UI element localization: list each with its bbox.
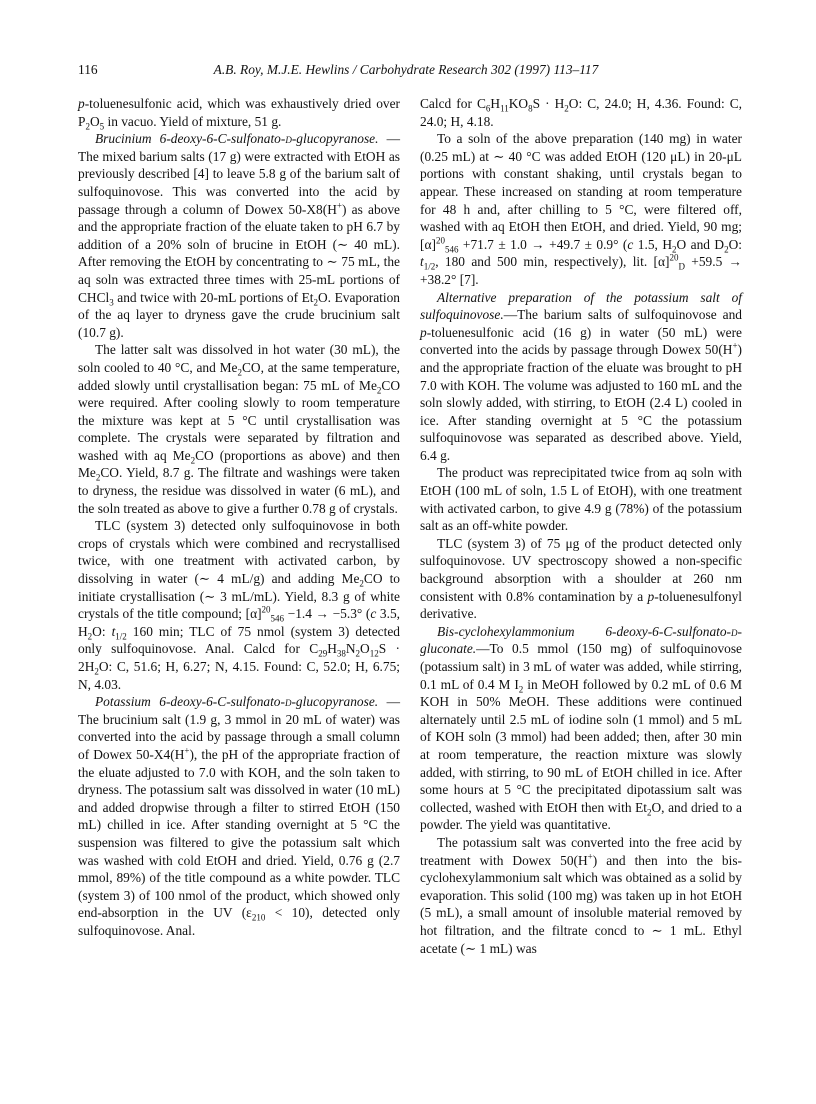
paragraph: The product was reprecipitated twice from aq soln with EtOH (100 mL of soln, 1.5 L of EtOH), with one treatment with activated carbon, to give 4.9 g (78%) of the potassium salt as an off-white powder. <box>420 465 742 534</box>
left-column <box>78 95 400 940</box>
paragraph: To a soln of the above preparation (140 mg) in water (0.25 mL) at ∼ 40 °C was added EtOH (120 μL) in 20-μL portions with constant shaking, until crystals began to appear. These increased on standing at room temperature for 48 h and, after chilling to 5 °C, were filtered off, washed with aq EtOH then EtOH, and dried. Yield, 90 mg; $[\alpha]^{20}_{546} +71.7 \pm 1.0 \to +49.7 \pm 0.9^\circ$ (c 1.5, $H_2O$ and $D_2O$: $t_{1/2}$, 180 and 500 min, respectively), lit. $[\alpha]^{20}_D +59.5 \to +38.2^\circ$ [7]. <box>420 131 743 287</box>
paragraph: The potassium salt was converted into the free acid by treatment with Dowex 50(H+) and then into the bis-cyclohexylammonium salt which was obtained as a solid by evaporation. This solid (100 mg) was taken up in hot EtOH (5 mL), a small amount of insoluble material removed by hot filtration, and the filtrate concd to ∼ 1 mL. Ethyl acetate (∼ 1 mL) was <box>420 834 742 956</box>
running-head: A.B. Roy, M.J.E. Hewlins / Carbohydrate Research 302 (1997) 113–117 <box>213 62 599 77</box>
paragraph: TLC (system 3) detected only sulfoquinovose in both crops of crystals which were combined and recrystallised twice, with one treatment with activated carbon, by dissolving in water (∼ 4 mL/g) and adding $Me_2CO$ to initiate crystallisation (∼ 3 mL/mL). Yield, 8.3 g of white crystals of the title compound; $[\alpha]^{20}_{546} -1.4 \to -5.3^\circ$ (c 3.5, $H_2O$: $t_{1/2}$ 160 min; TLC of 75 nmol (system 3) detected only sulfoquinovose. Anal. Calcd for $C_{29}H_{38}N_2O_{12}S \cdot 2H_2O$: C, 51.6; H, 6.27; N, 4.15. Found: C, 52.0; H, 6.75; N, 4.03. <box>78 518 400 692</box>
paragraph-continuation: Calcd for $C_6H_{11}KO_8S \cdot H_2O$: C, 24.0; H, 4.36. Found: C, 24.0; H, 4.18. <box>420 96 742 129</box>
paragraph-continuation: p-toluenesulfonic acid, which was exhaustively dried over $P_2O_5$ in vacuo. Yield of mixture, 51 g. <box>78 96 400 132</box>
paragraph: Alternative preparation of the potassium salt of sulfoquinovose.—The barium salts of sulfoquinovose and p-toluenesulfonic acid (16 g) in water (50 mL) were converted into the acids by passage through Dowex 50(H+) and the appropriate fraction of the eluate was brought to pH 7.0 with KOH. The volume was adjusted to 160 mL and the soln slowly added, with stirring, to EtOH (2.4 L) cooled in ice. After standing overnight at 5 °C the potassium sulfoquinovose was separated as described above. Yield, 6.4 g. <box>420 289 742 463</box>
page-number: 116 <box>78 62 98 77</box>
paragraph: TLC (system 3) of 75 μg of the product detected only sulfoquinovose. UV spectroscopy showed a non-specific background absorption with a shoulder at 260 nm consistent with 0.8% contamination by a p-toluenesulfonyl derivative. <box>420 535 742 622</box>
running-header <box>78 62 734 80</box>
paragraph: Brucinium 6-deoxy-6-C-sulfonato-d-glucopyranose. —The mixed barium salts (17 g) were extracted with EtOH as previously described [4] to leave 5.8 g of the barium salt of sulfoquinovose. This was converted into the acid by passage through a column of Dowex 50-X8(H+) as above and the appropriate fraction of the eluate taken to pH 6.7 by addition of a 20% soln of brucine in EtOH (∼ 40 mL). After removing the EtOH by concentrating to ∼ 75 mL, the aq soln was extracted three times with 25-mL portions of CHCl$_3$ and twice with 20-mL portions of $Et_2O$. Evaporation of the aq layer to dryness gave the crude brucinium salt (10.7 g). <box>78 131 401 340</box>
right-column <box>420 95 742 957</box>
paragraph: Bis-cyclohexylammonium 6-deoxy-6-C-sulfonato-d-gluconate.—To 0.5 mmol (150 mg) of sulfoquinovose (potassium salt) in 3 mL of water was added, while stirring, 0.1 mL of 0.4 M $I_2$ in MeOH followed by 0.2 mL of 0.6 M KOH in 50% MeOH. These additions were continued alternately until 2.5 mL of iodine soln (1 mmol) and 5 mL of KOH soln (3 mmol) had been added; then, after 30 min at room temperature, the reaction mixture was slowly added, with stirring, to 90 mL of EtOH chilled in ice. After some hours at 5 °C the precipitated dipotassium salt was collected, washed with EtOH then with $Et_2O$, and dried to a powder. The yield was quantitative. <box>420 623 742 833</box>
paragraph: Potassium 6-deoxy-6-C-sulfonato-d-glucopyranose. —The brucinium salt (1.9 g, 3 mmol in 20 mL of water) was converted into the acid by passage through a small column of Dowex 50-X4(H+), the pH of the appropriate fraction of the eluate adjusted to 7.0 with KOH, and the soln taken to dryness. The potassium salt was dissolved in water (10 mL) and added dropwise through a filter to stirred EtOH (150 mL) chilled in ice. After standing overnight at 5 °C the suspension was filtered to give the potassium salt which was washed with cold EtOH and dried. Yield, 0.76 g (2.7 mmol, 89%) of the title compound as a white powder. TLC (system 3) of 100 nmol of the product, which showed only end-absorption in the UV $(\varepsilon_{210} < 10)$, detected only sulfoquinovose. Anal. <box>78 694 400 938</box>
paragraph: The latter salt was dissolved in hot water (30 mL), the soln cooled to 40 °C, and $Me_2CO$, at the same temperature, added slowly until crystallisation began: 75 mL of $Me_2CO$ were required. After cooling slowly to room temperature the mixture was kept at 5 °C until crystallisation was complete. The crystals were separated by filtration and washed with aq $Me_2CO$ (proportions as above) and then $Me_2CO$. Yield, 8.7 g. The filtrate and washings were taken to dryness, the residue was dissolved in water (6 mL), and the soln treated as above to give a further 0.78 g of crystals. <box>78 342 400 516</box>
